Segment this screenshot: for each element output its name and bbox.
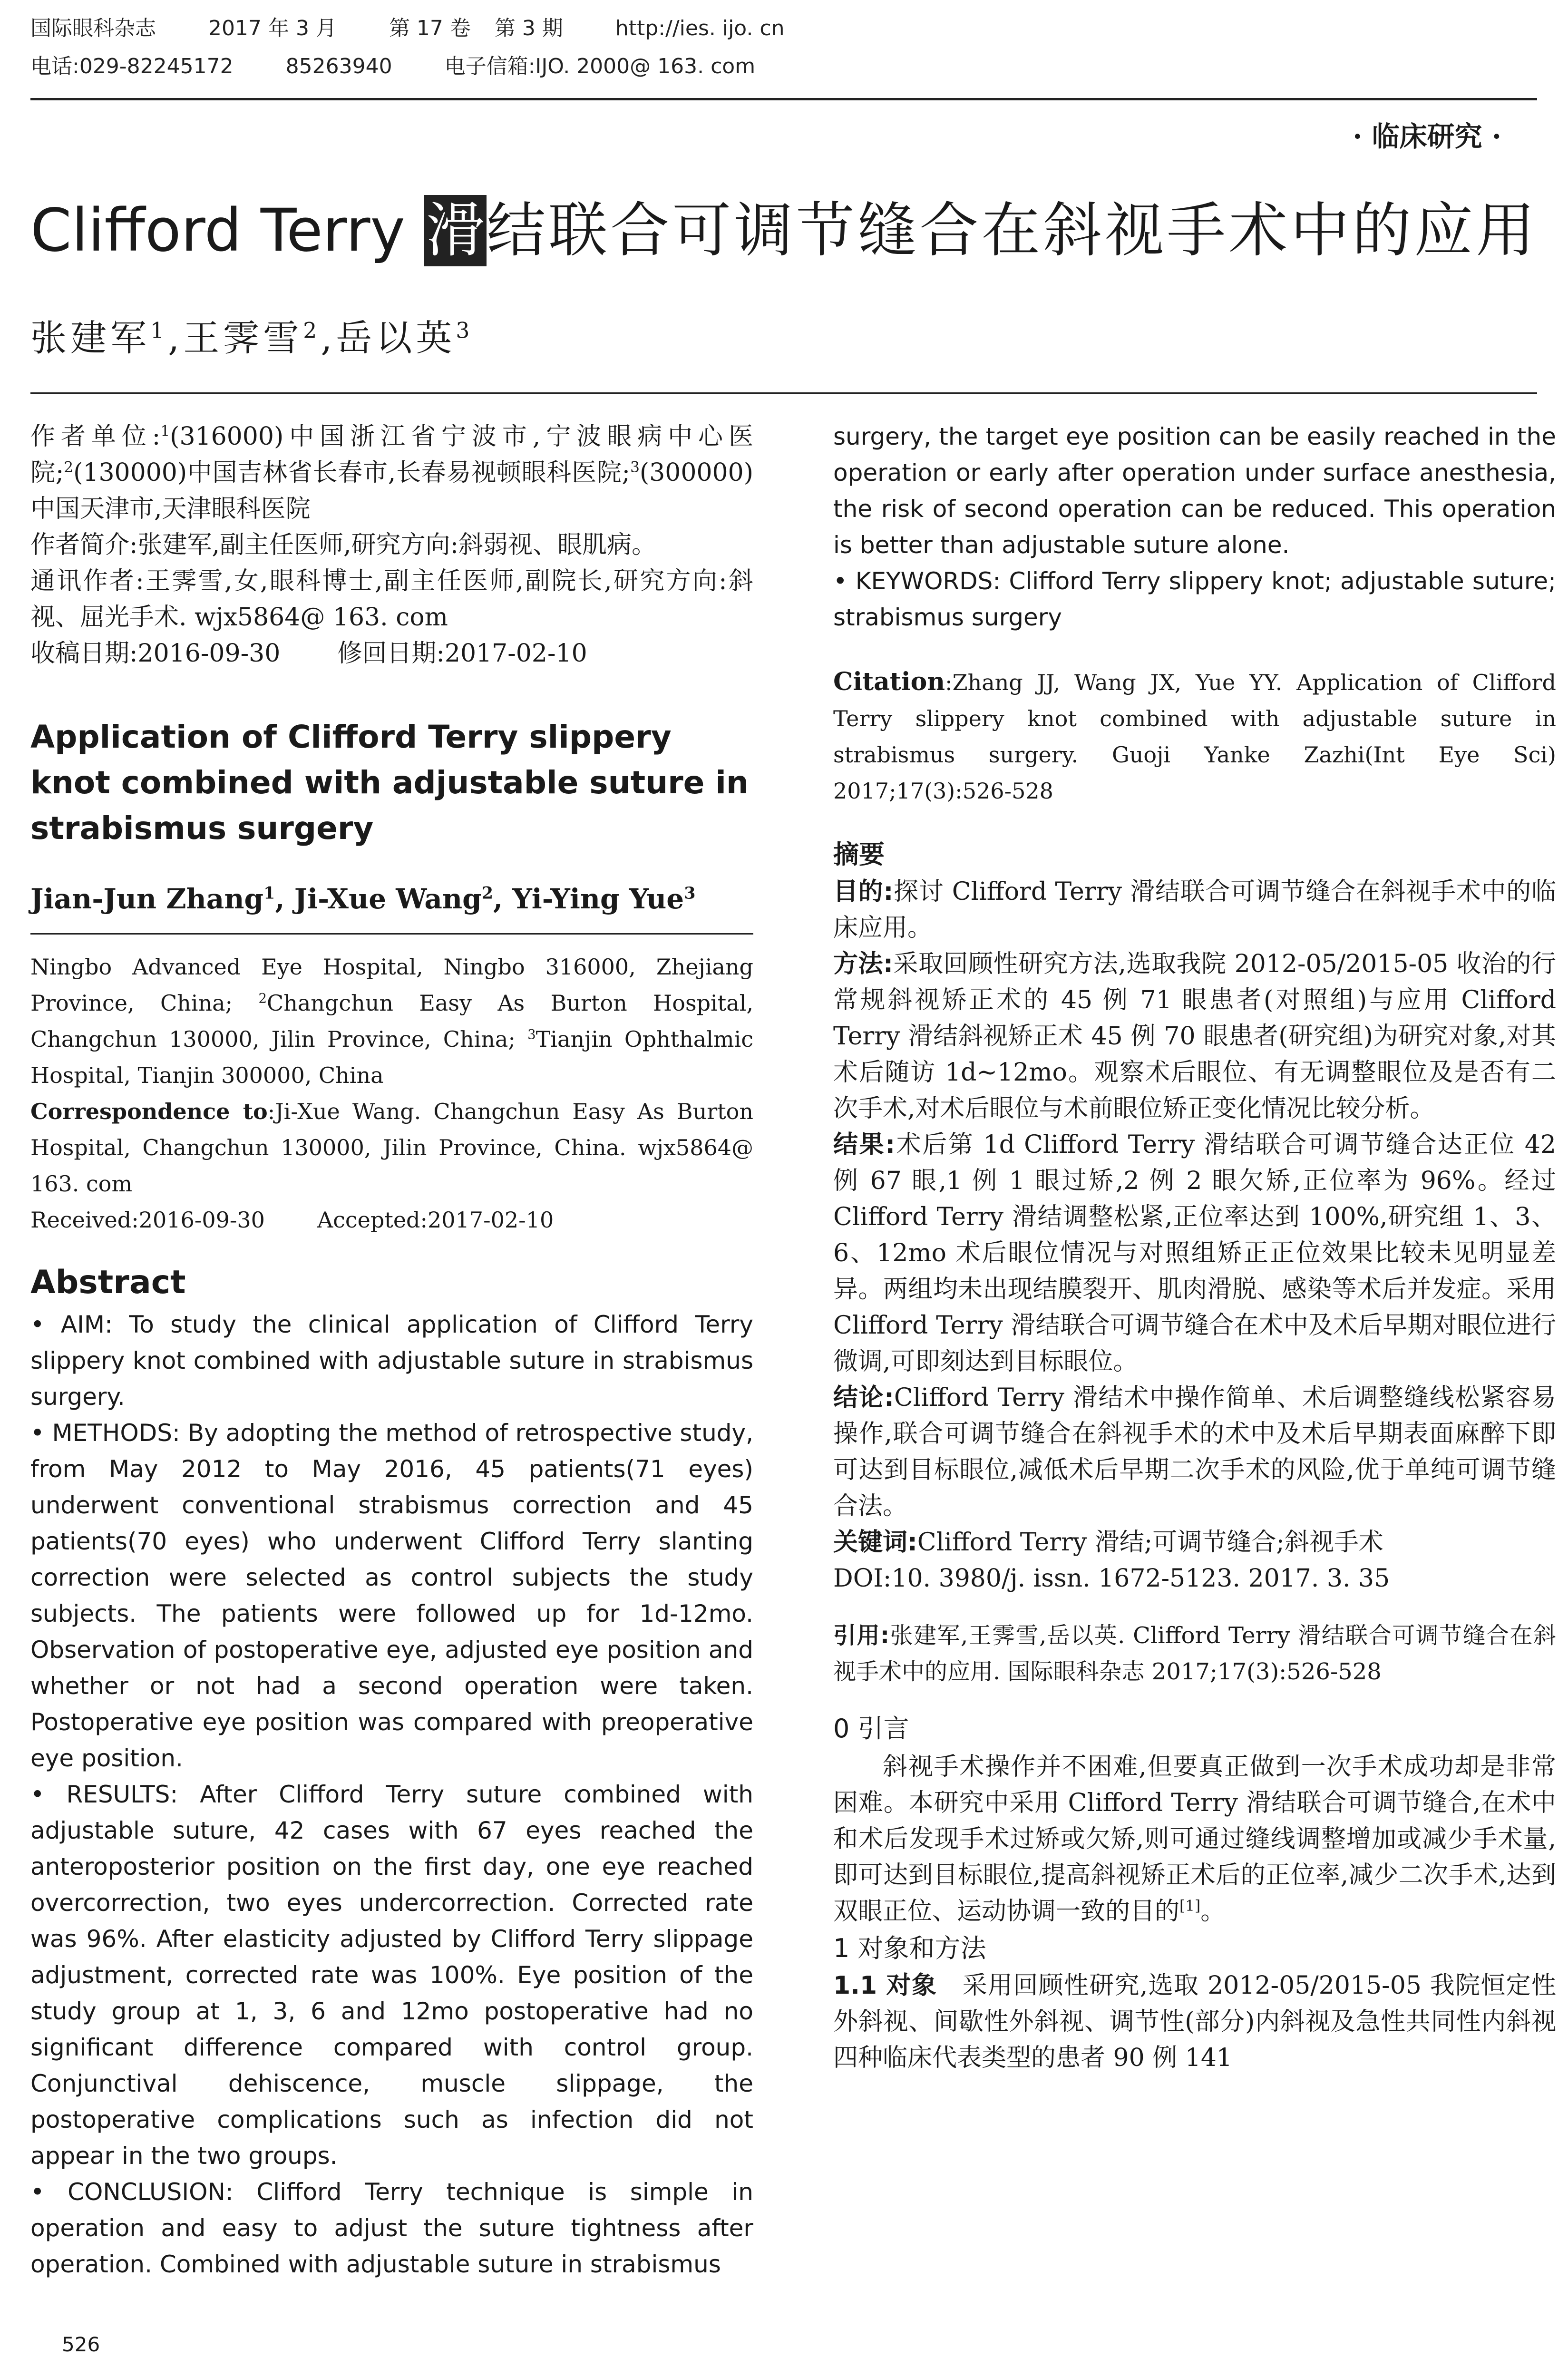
- phone-2: 85263940: [285, 54, 392, 78]
- title-rule: [30, 392, 1537, 394]
- journal-name: 国际眼科杂志: [30, 16, 156, 40]
- citation-cn: 引用:张建军,王霁雪,岳以英. Clifford Terry 滑结联合可调节缝合在斜视手术中的应用. 国际眼科杂志 2017;17(3):526-528: [833, 1622, 1556, 1685]
- author-cn-1: 张建军: [30, 317, 150, 359]
- author-cn-1-sup: 1: [150, 318, 168, 343]
- english-title: Application of Clifford Terry slippery knot combined with adjustable suture in strabismus surgery: [30, 719, 749, 847]
- author-intro-cn: 作者简介:张建军,副主任医师,研究方向:斜弱视、眼肌病。: [30, 531, 657, 559]
- dates-en: Received:2016-09-30 Accepted:2017-02-10: [30, 1207, 554, 1233]
- title-suffix: 结联合可调节缝合在斜视手术中的应用: [487, 196, 1538, 265]
- abstract-aim: • AIM: To study the clinical application of Clifford Terry slippery knot combined with adjustable suture in strabismus surgery.: [30, 1311, 753, 1411]
- introduction-paragraph: 斜视手术操作并不困难,但要真正做到一次手术成功却是非常困难。本研究中采用 Clifford Terry 滑结联合可调节缝合,在术中和术后发现手术过矫或欠矫,则可通过缝线调整增加或减少手术量,即可达到目标眼位,提高斜视矫正术后的正位率,减少二次手术,达到双眼正位、运动协调一致的目的[1]。: [833, 1753, 1556, 1926]
- abstract-keywords: • KEYWORDS: Clifford Terry slippery knot; adjustable suture; strabismus surgery: [833, 567, 1556, 631]
- volume: 第 17 卷: [389, 16, 471, 40]
- affiliations-en: Ningbo Advanced Eye Hospital, Ningbo 316000, Zhejiang Province, China; $^2$Changchun Easy As Burton Hospital, Changchun 130000, Jilin Province, China; $^3$Tianjin Ophthalmic Hospital, Tianjin 300000, China: [30, 954, 753, 1088]
- abstract-heading: Abstract: [30, 1264, 186, 1301]
- authors-en: Jian-Jun Zhang$^1$, Ji-Xue Wang$^2$, Yi-Ying Yue$^3$: [30, 883, 696, 915]
- author-cn-2-sup: 2: [303, 318, 321, 343]
- abstract-cn-method: 方法:采取回顾性研究方法,选取我院 2012-05/2015-05 收治的行常规斜视矫正术的 45 例 71 眼患者(对照组)与应用 Clifford Terry 滑结斜视矫正术 45 例 70 眼患者(研究组)为研究对象,对其术后随访 1d~12mo。观察术后眼位、有无调整眼位及是否有二次手术,对术后眼位与术前眼位矫正变化情况比较分析。: [833, 950, 1556, 1123]
- author-cn-2: 王霁雪: [183, 317, 303, 359]
- running-header-line2: [30, 48, 808, 86]
- author-cn-3: 岳以英: [336, 317, 456, 359]
- dates-cn: 收稿日期:2016-09-30 修回日期:2017-02-10: [30, 639, 587, 668]
- header-rule: [30, 98, 1537, 100]
- section-0-heading: 0 引言: [833, 1714, 909, 1744]
- abstract-conclusion-cont: surgery, the target eye position can be easily reached in the operation or early after operation under surface anesthesia, the risk of second operation can be reduced. This operation is better than adjustable suture alone.: [833, 423, 1556, 559]
- phone: 电话:029-82245172: [30, 54, 234, 78]
- journal-url[interactable]: http://ies. ijo. cn: [615, 16, 785, 40]
- keywords-cn: 关键词:Clifford Terry 滑结;可调节缝合;斜视手术: [833, 1528, 1383, 1557]
- email[interactable]: 电子信箱:IJO. 2000@ 163. com: [444, 54, 756, 78]
- page-number: 526: [62, 2333, 100, 2356]
- authors-cn: 张建军$^1$,王霁雪$^2$,岳以英$^3$: [30, 317, 474, 359]
- abstract-cn-objective: 目的:探讨 Clifford Terry 滑结联合可调节缝合在斜视手术中的临床应用。: [833, 877, 1557, 942]
- doi[interactable]: DOI:10. 3980/j. issn. 1672-5123. 2017. 3. 35: [833, 1564, 1390, 1593]
- affiliations-cn: 作者单位:$^1$(316000)中国浙江省宁波市,宁波眼病中心医院;$^2$(130000)中国吉林省长春市,长春易视顿眼科医院;$^3$(300000)中国天津市,天津眼科医院: [30, 422, 753, 523]
- subsection-1-1: 1.1 对象 采用回顾性研究,选取 2012-05/2015-05 我院恒定性外斜视、间歇性外斜视、调节性(部分)内斜视及急性共同性内斜视四种临床代表类型的患者 90 例 141: [833, 1971, 1556, 2072]
- correspondence-en: Correspondence to:Ji-Xue Wang. Changchun Easy As Burton Hospital, Changchun 130000, Jilin Province, China. wjx5864@ 163. com: [30, 1099, 753, 1197]
- abstract-cn-result: 结果:术后第 1d Clifford Terry 滑结联合可调节缝合达正位 42 例 67 眼,1 例 1 眼过矫,2 例 2 眼欠矫,正位率为 96%。经过 Clifford Terry 滑结调整松紧,正位率达到 100%,研究组 1、3、6、12mo 术后眼位情况与对照组矫正正位效果比较未见明显差异。两组均未出现结膜裂开、肌肉滑脱、感染等术后并发症。采用 Clifford Terry 滑结联合可调节缝合在术中及术后早期对眼位进行微调,可即刻达到目标眼位。: [833, 1130, 1556, 1376]
- title-prefix: Clifford Terry: [30, 196, 424, 265]
- abstract-cn-conclusion: 结论:Clifford Terry 滑结术中操作简单、术后调整缝线松紧容易操作,联合可调节缝合在斜视手术的术中及术后早期表面麻醉下即可达到目标眼位,减低术后早期二次手术的风险,优于单纯可调节缝合法。: [833, 1383, 1557, 1520]
- authors-rule: [30, 933, 753, 935]
- abstract-results: • RESULTS: After Clifford Terry suture combined with adjustable suture, 42 cases with 67 eyes reached the anteroposterior position on the first day, one eye reached overcorrection, two eyes undercorrection. Corrected rate was 96%. After elasticity adjusted by Clifford Terry slippage adjustment, corrected rate was 100%. Eye position of the study group at 1, 3, 6 and 12mo postoperative had no significant difference compared with control group. Conjunctival dehiscence, muscle slippage, the postoperative complications such as infection did not appear in the two groups.: [30, 1781, 753, 2170]
- section-tag: · 临床研究 ·: [1353, 120, 1501, 153]
- left-column: [30, 419, 753, 2282]
- author-cn-3-sup: 3: [456, 318, 474, 343]
- abstract-methods: • METHODS: By adopting the method of retrospective study, from May 2012 to May 2016, 45 patients(71 eyes) underwent conventional strabismus correction and 45 patients(70 eyes) who underwent Clifford Terry slanting correction were selected as control subjects the study subjects. The patients were followed up for 1d-12mo. Observation of postoperative eye, adjusted eye position and whether or not had a second operation were taken. Postoperative eye position was compared with preoperative eye position.: [30, 1419, 753, 1772]
- correspondence-cn: 通讯作者:王霁雪,女,眼科博士,副主任医师,副院长,研究方向:斜视、屈光手术. wjx5864@ 163. com: [30, 567, 753, 632]
- running-header-line1: [30, 10, 837, 48]
- citation-en: Citation:Zhang JJ, Wang JX, Yue YY. Application of Clifford Terry slippery knot combined with adjustable suture in strabismus surgery. Guoji Yanke Zazhi(Int Eye Sci) 2017;17(3):526-528: [833, 667, 1556, 804]
- section-1-heading: 1 对象和方法: [833, 1933, 986, 1963]
- article-title: [30, 195, 1538, 266]
- abstract-cn-heading: 摘要: [833, 839, 885, 869]
- issue-number: 第 3 期: [494, 16, 563, 40]
- title-highlight: 滑: [424, 195, 487, 266]
- issue-date: 2017 年 3 月: [208, 16, 337, 40]
- right-column: [833, 419, 1556, 2076]
- abstract-conclusion: • CONCLUSION: Clifford Terry technique is simple in operation and easy to adjust the suture tightness after operation. Combined with adjustable suture in strabismus: [30, 2178, 753, 2278]
